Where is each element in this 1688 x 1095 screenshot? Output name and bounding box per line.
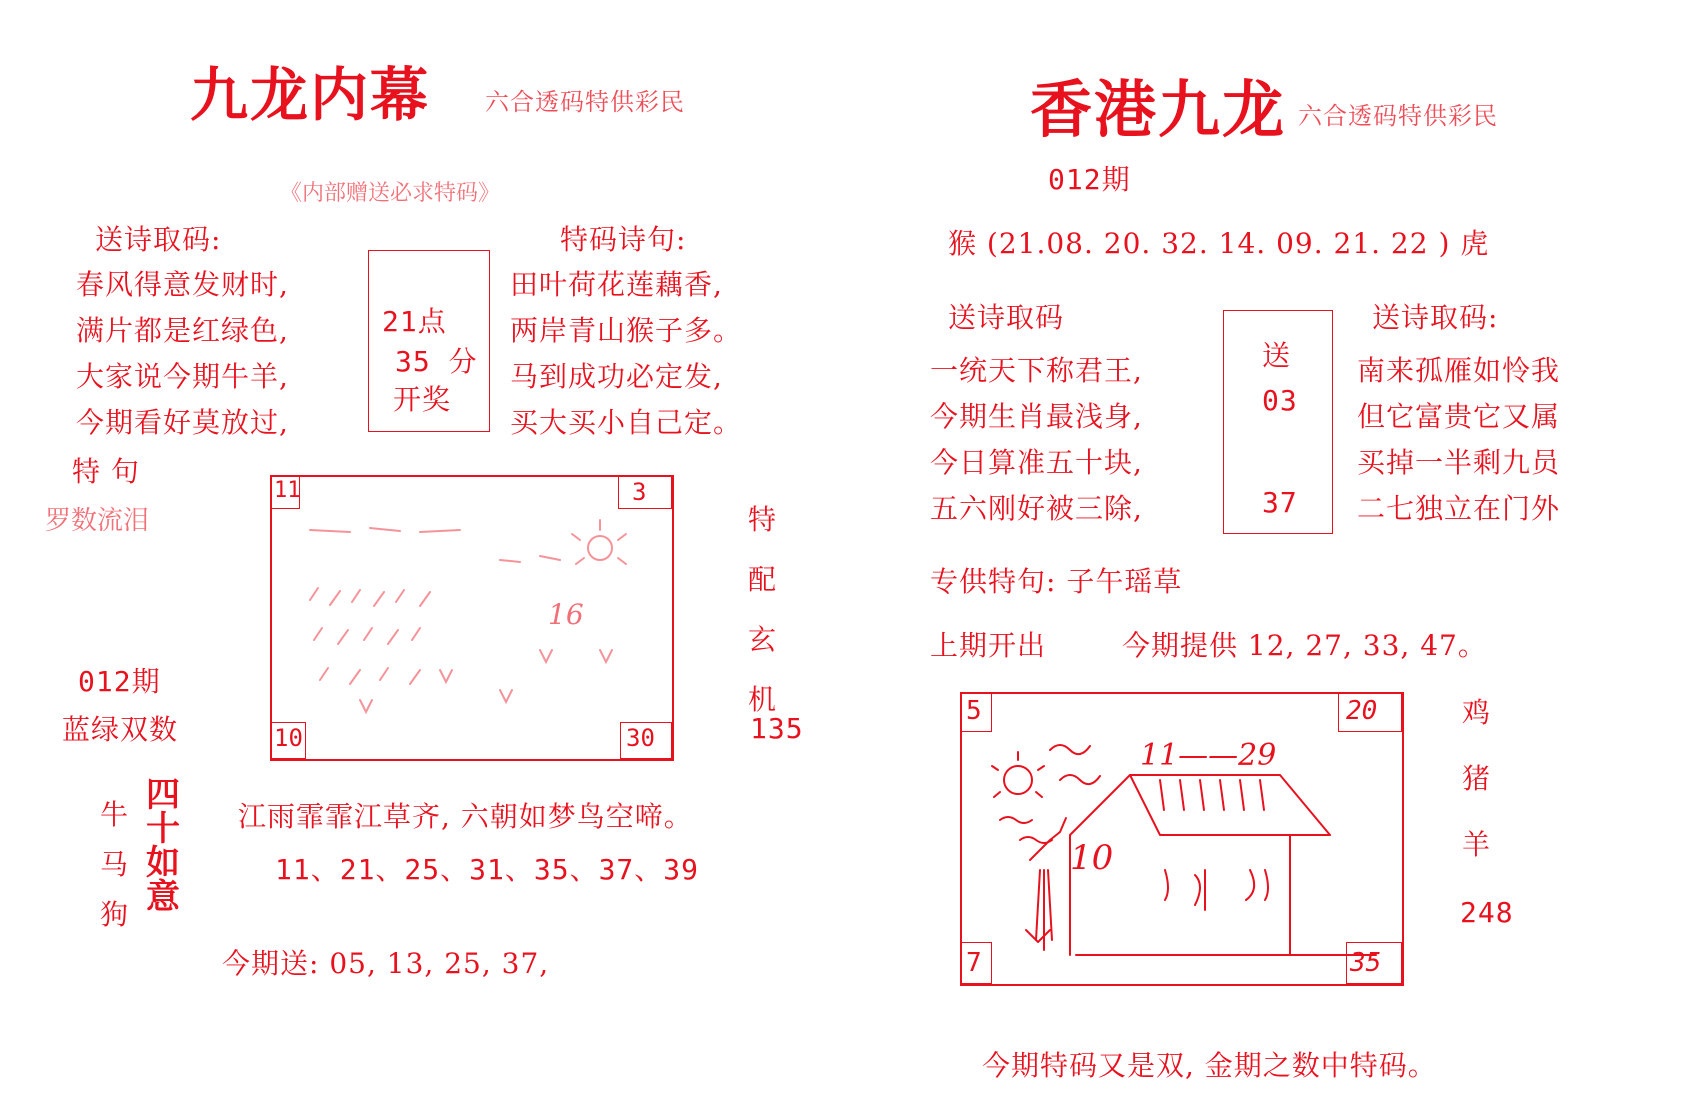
left-poem xyxy=(76,262,289,446)
left-corner-br: 30 xyxy=(626,724,655,752)
left-poem-label: 送诗取码: xyxy=(95,223,222,256)
right-side-char-1: 鸡 xyxy=(1462,696,1492,729)
right-center-line-1: 送 xyxy=(1262,339,1292,372)
left-big-char-4: 意 xyxy=(146,877,180,917)
right-poem-line-3: 今日算准五十块, xyxy=(930,446,1143,479)
right-poem-right-label: 送诗取码: xyxy=(1372,301,1499,334)
left-zodiac xyxy=(100,790,129,940)
right-period: 012期 xyxy=(1048,163,1131,196)
right-sketch-number-b: 11——29 xyxy=(1140,738,1277,773)
right-poem-line-2: 今期生肖最浅身, xyxy=(930,400,1143,433)
right-sketch-drawing xyxy=(990,730,1390,980)
right-title: 香港九龙 xyxy=(1030,73,1287,146)
left-poem-right-line-3: 马到成功必定发, xyxy=(510,360,723,393)
right-side-vertical xyxy=(1462,680,1491,878)
left-zodiac-1: 牛 xyxy=(100,798,130,831)
left-side-char-4: 机 xyxy=(748,683,778,716)
left-big-char-1: 四 xyxy=(146,775,180,815)
left-poem-right-line-1: 田叶荷花莲藕香, xyxy=(510,268,723,301)
left-color-tip: 蓝绿双数 xyxy=(62,713,179,746)
right-poem-right xyxy=(1357,348,1560,532)
right-corner-tr: 20 xyxy=(1346,696,1378,726)
left-period: 012期 xyxy=(78,665,161,698)
right-number-line: 猴 (21.08. 20. 32. 14. 09. 21. 22 ) 虎 xyxy=(948,227,1490,260)
left-poem-line-2: 满片都是红绿色, xyxy=(76,314,289,347)
left-big-vertical xyxy=(146,775,180,917)
right-poem-label: 送诗取码 xyxy=(948,301,1065,334)
left-poem-right-line-4: 买大买小自己定。 xyxy=(510,406,743,439)
left-sketch-number: 16 xyxy=(548,598,584,631)
left-inner-note: 《内部赠送必求特码》 xyxy=(280,181,501,206)
left-big-char-2: 十 xyxy=(146,809,180,849)
left-special-phrase: 罗数流泪 xyxy=(45,506,150,536)
left-poem-right xyxy=(510,262,742,446)
right-side-number: 248 xyxy=(1460,896,1514,929)
left-send-line: 今期送: 05, 13, 25, 37, xyxy=(222,947,550,980)
right-provide-line: 今期提供 12, 27, 33, 47。 xyxy=(1122,629,1487,662)
left-side-vertical xyxy=(748,490,777,730)
right-poem-line-4: 五六刚好被三除, xyxy=(930,492,1143,525)
left-center-line-2: 35 分 xyxy=(395,345,478,378)
left-poem-line-1: 春风得意发财时, xyxy=(76,268,289,301)
right-subtitle: 六合透码特供彩民 xyxy=(1298,102,1498,130)
right-poem-right-line-2: 但它富贵它又属 xyxy=(1357,400,1561,433)
left-numbers: 11、21、25、31、35、37、39 xyxy=(275,853,700,886)
right-center-line-3: 37 xyxy=(1262,486,1298,519)
right-center-line-2: 03 xyxy=(1262,384,1298,417)
left-center-line-1: 21点 xyxy=(382,305,447,338)
left-poem-line-4: 今期看好莫放过, xyxy=(76,406,289,439)
left-subtitle: 六合透码特供彩民 xyxy=(485,88,685,116)
left-poem-right-label: 特码诗句: xyxy=(560,223,687,256)
right-poem-line-1: 一统天下称君王, xyxy=(930,354,1143,387)
left-corner-bl: 10 xyxy=(274,724,303,752)
right-corner-br: 35 xyxy=(1350,948,1382,978)
left-verse: 江雨霏霏江草齐, 六朝如梦鸟空啼。 xyxy=(238,800,693,833)
right-corner-tl: 5 xyxy=(966,696,982,726)
right-poem-right-line-1: 南来孤雁如怜我 xyxy=(1357,354,1561,387)
right-footer: 今期特码又是双, 金期之数中特码。 xyxy=(982,1049,1437,1082)
right-last-issue: 上期开出 xyxy=(930,629,1047,662)
left-big-char-3: 如 xyxy=(146,843,180,883)
left-zodiac-2: 马 xyxy=(100,848,130,881)
left-center-line-3: 开奖 xyxy=(393,383,452,416)
left-side-number: 135 xyxy=(750,712,804,745)
left-side-char-1: 特 xyxy=(748,503,778,536)
right-sketch-number-a: 10 xyxy=(1070,838,1114,878)
right-poem-right-line-4: 二七独立在门外 xyxy=(1357,492,1561,525)
right-corner-bl: 7 xyxy=(966,948,982,978)
right-special-line: 专供特句: 子午瑶草 xyxy=(930,565,1183,598)
left-corner-tr: 3 xyxy=(632,478,647,506)
right-side-char-3: 羊 xyxy=(1462,828,1492,861)
left-poem-right-line-2: 两岸青山猴子多。 xyxy=(510,314,743,347)
left-poem-line-3: 大家说今期牛羊, xyxy=(76,360,289,393)
left-special-label: 特 句 xyxy=(72,455,140,488)
left-title: 九龙内幕 xyxy=(190,61,431,129)
left-side-char-2: 配 xyxy=(748,563,778,596)
left-zodiac-3: 狗 xyxy=(100,898,130,931)
left-sketch-drawing xyxy=(300,510,640,720)
left-side-char-3: 玄 xyxy=(748,623,778,656)
left-corner-tl: 11 xyxy=(274,478,301,503)
right-poem-right-line-3: 买掉一半剩九员 xyxy=(1357,446,1561,479)
right-poem xyxy=(930,348,1143,532)
right-side-char-2: 猪 xyxy=(1462,762,1492,795)
